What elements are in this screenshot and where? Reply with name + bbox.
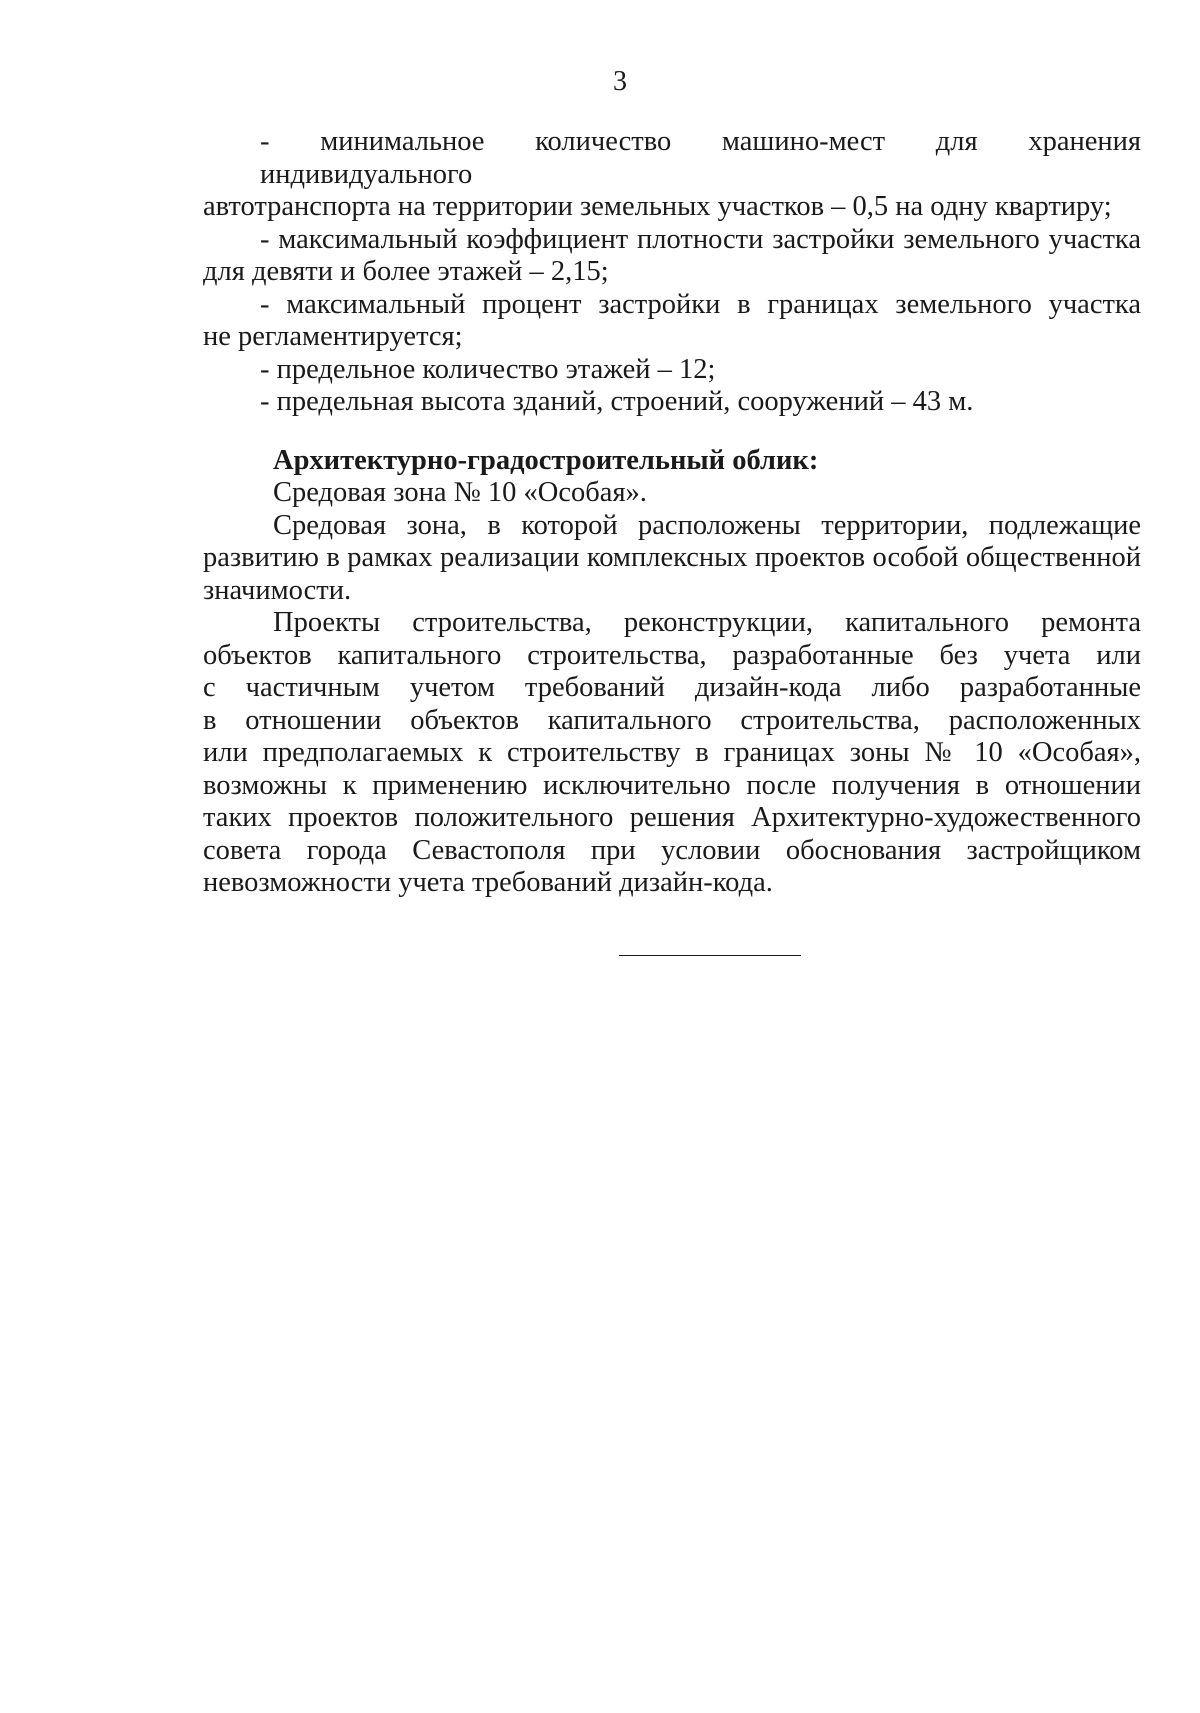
document-body <box>203 126 1141 900</box>
list-item <box>203 289 1141 354</box>
parameters-list <box>203 126 1141 419</box>
end-of-text-rule <box>619 955 801 956</box>
text-line: совета города Севастополя при условии обоснования застройщиком <box>203 834 1141 866</box>
section-heading: Архитектурно-градостроительный облик: <box>273 444 819 476</box>
paragraph-projects <box>203 607 1141 900</box>
text-line: или предполагаемых к строительству в границах зоны № 10 «Особая», <box>203 737 1141 768</box>
list-item <box>203 386 1141 419</box>
text-line: таких проектов положительного решения Архитектурно-художественного <box>203 802 1141 833</box>
text-line: Средовая зона, в которой расположены территории, подлежащие <box>273 509 1141 541</box>
text-line: возможны к применению исключительно после получения в отношении <box>203 769 1141 801</box>
text-line: Проекты строительства, реконструкции, капитального ремонта <box>273 607 1141 638</box>
zone-line: Средовая зона № 10 «Особая». <box>273 477 647 508</box>
text-line: с частичным учетом требований дизайн-кода либо разработанные <box>203 672 1141 703</box>
text-line: невозможности учета требований дизайн-кода. <box>203 867 773 898</box>
text-line: - максимальный коэффициент плотности застройки земельного участка <box>260 223 1141 255</box>
text-line: не регламентируется; <box>203 321 463 352</box>
section-heading-block <box>203 445 1141 510</box>
text-line: - минимальное количество машино-мест для хранения индивидуального <box>260 126 1141 190</box>
text-line: - максимальный процент застройки в границах земельного участка <box>260 288 1141 320</box>
text-line: - предельное количество этажей – 12; <box>260 353 716 385</box>
text-line: - предельная высота зданий, строений, сооружений – 43 м. <box>260 386 974 417</box>
text-line: для девяти и более этажей – 2,15; <box>203 256 609 287</box>
text-line: автотранспорта на территории земельных участков – 0,5 на одну квартиру; <box>203 191 1112 222</box>
text-line: значимости. <box>203 574 352 606</box>
text-line: развитию в рамках реализации комплексных проектов особой общественной <box>203 542 1141 573</box>
text-line: объектов капитального строительства, разработанные без учета или <box>203 639 1141 671</box>
text-line: в отношении объектов капитального строительства, расположенных <box>203 704 1141 736</box>
list-item <box>203 354 1141 387</box>
list-item <box>203 224 1141 289</box>
page-number: 3 <box>613 66 627 97</box>
paragraph-zone-description <box>203 510 1141 608</box>
list-item <box>203 126 1141 224</box>
spacer <box>203 419 1141 445</box>
